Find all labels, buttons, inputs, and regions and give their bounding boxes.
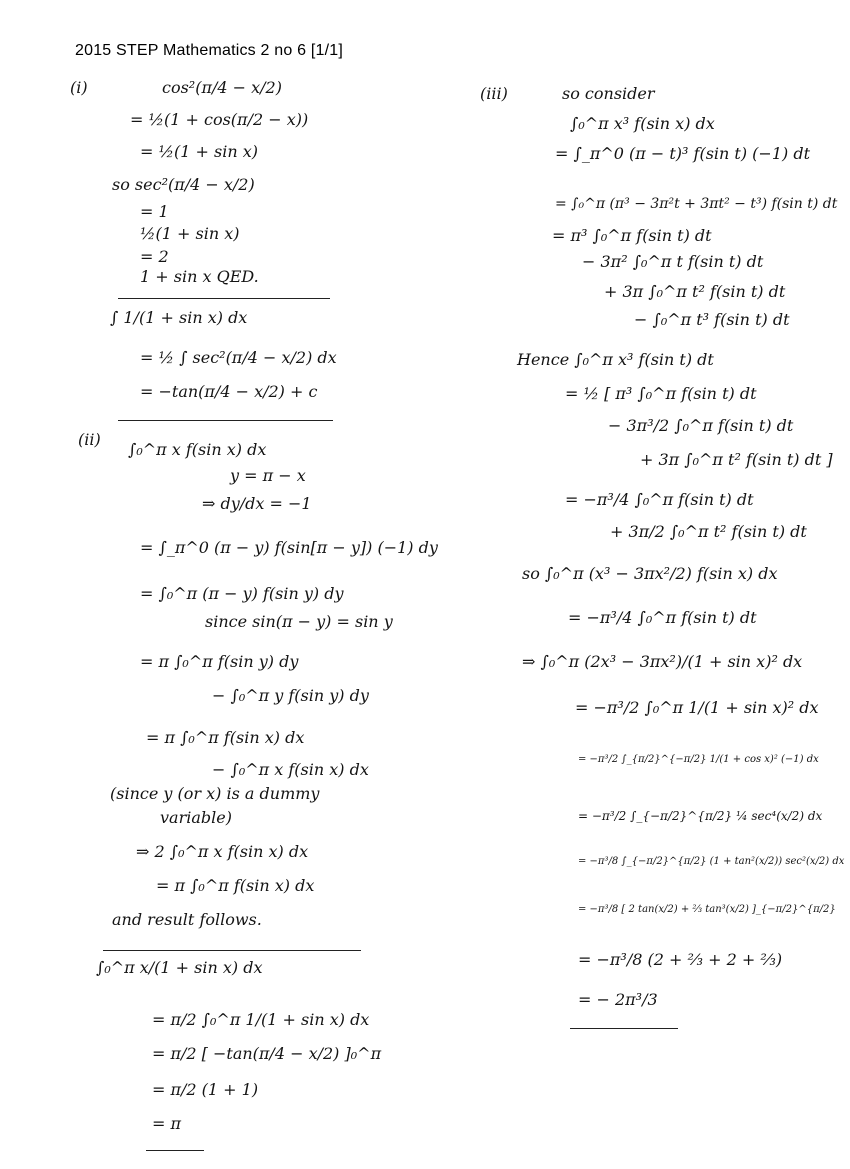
left-line-30: = π/2 [ −tan(π/4 − x/2) ]₀^π — [152, 1044, 382, 1063]
left-line-8: 1 + sin x QED. — [140, 267, 259, 286]
right-line-24: = − 2π³/3 — [578, 990, 658, 1009]
right-line-19: = −π³/2 ∫_{π/2}^{−π/2} 1/(1 + cos x)² (−1) dx — [578, 754, 819, 765]
left-line-18: since sin(π − y) = sin y — [205, 612, 393, 631]
left-line-2: = ½(1 + cos(π/2 − x)) — [130, 110, 309, 129]
left-line-6: ½(1 + sin x) — [140, 224, 240, 243]
right-line-21: = −π³/8 ∫_{−π/2}^{π/2} (1 + tan²(x/2)) sec²(x/2) dx — [578, 856, 845, 867]
right-line-4: = ∫₀^π (π³ − 3π²t + 3πt² − t³) f(sin t) dt — [555, 196, 838, 212]
right-line-2: ∫₀^π x³ f(sin x) dx — [570, 114, 715, 133]
right-line-18: = −π³/2 ∫₀^π 1/(1 + sin x)² dx — [575, 698, 819, 717]
left-line-24: variable) — [160, 808, 232, 827]
left-line-9: ∫ 1/(1 + sin x) dx — [110, 308, 248, 327]
right-line-15: so ∫₀^π (x³ − 3πx²/2) f(sin x) dx — [522, 564, 778, 583]
right-line-16: = −π³/4 ∫₀^π f(sin t) dt — [568, 608, 757, 627]
right-line-12: + 3π ∫₀^π t² f(sin t) dt ] — [640, 450, 833, 469]
right-line-13: = −π³/4 ∫₀^π f(sin t) dt — [565, 490, 754, 509]
right-line-23: = −π³/8 (2 + ⅔ + 2 + ⅔) — [578, 950, 783, 969]
left-line-22: − ∫₀^π x f(sin x) dx — [212, 760, 369, 779]
right-line-17: ⇒ ∫₀^π (2x³ − 3πx²)/(1 + sin x)² dx — [522, 652, 803, 671]
left-line-32: = π — [152, 1114, 182, 1133]
right-line-7: + 3π ∫₀^π t² f(sin t) dt — [604, 282, 786, 301]
right-line-3: = ∫_π^0 (π − t)³ f(sin t) (−1) dt — [555, 144, 810, 163]
right-line-0: (iii) — [480, 84, 508, 103]
divider-rule-3 — [146, 1150, 204, 1151]
left-line-21: = π ∫₀^π f(sin x) dx — [146, 728, 305, 747]
left-line-4: so sec²(π/4 − x/2) — [112, 175, 255, 194]
left-line-20: − ∫₀^π y f(sin y) dy — [212, 686, 369, 705]
left-line-19: = π ∫₀^π f(sin y) dy — [140, 652, 299, 671]
left-line-15: ⇒ dy/dx = −1 — [202, 494, 312, 513]
page-header: 2015 STEP Mathematics 2 no 6 [1/1] — [75, 42, 343, 59]
left-line-13: ∫₀^π x f(sin x) dx — [128, 440, 267, 459]
left-line-12: (ii) — [78, 430, 101, 449]
right-line-11: − 3π³/2 ∫₀^π f(sin t) dt — [608, 416, 794, 435]
left-line-25: ⇒ 2 ∫₀^π x f(sin x) dx — [136, 842, 309, 861]
left-line-16: = ∫_π^0 (π − y) f(sin[π − y]) (−1) dy — [140, 538, 438, 557]
divider-rule-0 — [118, 298, 330, 299]
left-line-17: = ∫₀^π (π − y) f(sin y) dy — [140, 584, 344, 603]
left-line-11: = −tan(π/4 − x/2) + c — [140, 382, 318, 401]
right-line-10: = ½ [ π³ ∫₀^π f(sin t) dt — [565, 384, 757, 403]
divider-rule-2 — [103, 950, 361, 951]
left-line-7: = 2 — [140, 247, 169, 266]
left-line-0: (i) — [70, 78, 88, 97]
left-line-23: (since y (or x) is a dummy — [110, 784, 320, 803]
left-line-28: ∫₀^π x/(1 + sin x) dx — [96, 958, 263, 977]
right-line-9: Hence ∫₀^π x³ f(sin t) dt — [517, 350, 714, 369]
left-line-3: = ½(1 + sin x) — [140, 142, 258, 161]
right-line-1: so consider — [562, 84, 655, 103]
left-line-29: = π/2 ∫₀^π 1/(1 + sin x) dx — [152, 1010, 370, 1029]
left-line-27: and result follows. — [112, 910, 262, 929]
left-line-14: y = π − x — [230, 466, 306, 485]
divider-rule-1 — [118, 420, 333, 421]
left-line-1: cos²(π/4 − x/2) — [162, 78, 282, 97]
left-line-26: = π ∫₀^π f(sin x) dx — [156, 876, 315, 895]
left-line-10: = ½ ∫ sec²(π/4 − x/2) dx — [140, 348, 337, 367]
right-line-6: − 3π² ∫₀^π t f(sin t) dt — [582, 252, 764, 271]
left-line-31: = π/2 (1 + 1) — [152, 1080, 259, 1099]
right-line-14: + 3π/2 ∫₀^π t² f(sin t) dt — [610, 522, 807, 541]
right-line-8: − ∫₀^π t³ f(sin t) dt — [634, 310, 790, 329]
right-line-20: = −π³/2 ∫_{−π/2}^{π/2} ¼ sec⁴(x/2) dx — [578, 809, 823, 823]
right-line-22: = −π³/8 [ 2 tan(x/2) + ⅔ tan³(x/2) ]_{−π/2}^{π/2} — [578, 904, 836, 915]
divider-rule-4 — [570, 1028, 678, 1029]
right-line-5: = π³ ∫₀^π f(sin t) dt — [552, 226, 712, 245]
left-line-5: = 1 — [140, 202, 169, 221]
